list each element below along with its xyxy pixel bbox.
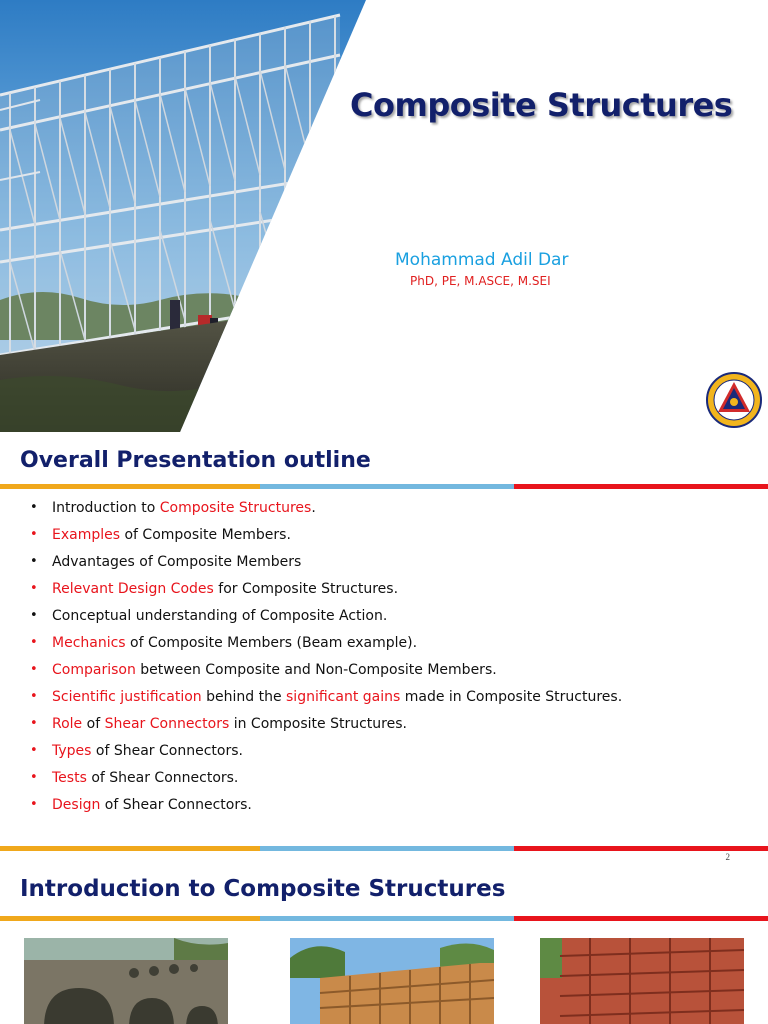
divider-gold: [0, 916, 260, 921]
highlighted-phrase: Role: [52, 716, 83, 732]
outline-item-text: [52, 527, 291, 543]
divider-blue: [260, 484, 514, 489]
bullet-icon: •: [30, 635, 38, 650]
outline-item: [30, 500, 622, 527]
bullet-icon: •: [30, 716, 38, 731]
phrase: of Composite Members.: [120, 527, 291, 543]
phrase: of Shear Connectors.: [91, 743, 243, 759]
slide-heading: Overall Presentation outline: [20, 448, 371, 473]
divider-red: [514, 846, 768, 851]
outline-item: [30, 581, 622, 608]
phrase: of Composite Members (Beam example).: [125, 635, 418, 651]
introduction-slide: [0, 866, 768, 1024]
outline-item-text: [52, 770, 238, 786]
outline-slide: [0, 436, 768, 866]
outline-item-text: [52, 581, 398, 597]
bullet-icon: •: [30, 608, 38, 623]
outline-item-text: [52, 662, 497, 678]
brick-stack-photo: [540, 938, 744, 1024]
phrase: between Composite and Non-Composite Members.: [135, 662, 497, 678]
bullet-icon: •: [30, 581, 38, 596]
modern-building-photo: [290, 938, 494, 1024]
outline-item: [30, 797, 622, 824]
divider-red: [514, 484, 768, 489]
outline-item: [30, 527, 622, 554]
phrase: .: [311, 500, 316, 516]
phrase: Introduction to: [52, 500, 160, 516]
highlighted-phrase: Composite Structures: [159, 500, 312, 516]
steel-frame-building-photo: [0, 0, 768, 432]
outline-item-text: [52, 554, 301, 570]
bullet-icon: •: [30, 689, 38, 704]
highlighted-phrase: Design: [52, 797, 101, 813]
title-slide: [0, 0, 768, 432]
highlighted-phrase: Tests: [52, 770, 87, 786]
page-number: 2: [725, 852, 730, 862]
author-name: Mohammad Adil Dar: [395, 250, 569, 270]
slide-heading: Introduction to Composite Structures: [20, 876, 506, 902]
tricolor-divider: [0, 484, 768, 489]
highlighted-phrase: Relevant Design Codes: [52, 581, 214, 597]
outline-item-text: [52, 608, 387, 624]
phrase: of Shear Connectors.: [100, 797, 252, 813]
divider-blue: [260, 846, 514, 851]
outline-item-text: [52, 716, 407, 732]
phrase: Conceptual understanding of Composite Action.: [52, 608, 388, 624]
outline-item-text: [52, 743, 243, 759]
divider-gold: [0, 846, 260, 851]
tricolor-divider: [0, 916, 768, 921]
outline-item: [30, 662, 622, 689]
highlighted-phrase: Comparison: [52, 662, 136, 678]
outline-item: [30, 635, 622, 662]
outline-item-text: [52, 500, 316, 516]
stone-arch-bridge-photo: [24, 938, 228, 1024]
outline-item-text: [52, 689, 622, 705]
highlighted-phrase: Scientific justification: [52, 689, 202, 705]
outline-list: [30, 500, 622, 824]
phrase: for Composite Structures.: [213, 581, 399, 597]
outline-item: [30, 608, 622, 635]
divider-blue: [260, 916, 514, 921]
outline-item: [30, 716, 622, 743]
bullet-icon: •: [30, 527, 38, 542]
highlighted-phrase: Types: [52, 743, 92, 759]
bullet-icon: •: [30, 743, 38, 758]
phrase: made in Composite Structures.: [400, 689, 623, 705]
phrase: of Shear Connectors.: [86, 770, 239, 786]
highlighted-phrase: Examples: [52, 527, 121, 543]
outline-item: [30, 770, 622, 797]
divider-red: [514, 916, 768, 921]
bullet-icon: •: [30, 554, 38, 569]
bullet-icon: •: [30, 770, 38, 785]
highlighted-phrase: Shear Connectors: [104, 716, 230, 732]
institute-logo: [706, 372, 762, 428]
highlighted-phrase: Mechanics: [52, 635, 126, 651]
phrase: of: [82, 716, 105, 732]
divider-gold: [0, 484, 260, 489]
presentation-title: Composite Structures: [350, 86, 733, 124]
phrase: Advantages of Composite Members: [52, 554, 302, 570]
highlighted-phrase: significant gains: [286, 689, 401, 705]
outline-item: [30, 554, 622, 581]
tricolor-divider-bottom: [0, 846, 768, 851]
outline-item: [30, 689, 622, 716]
outline-item-text: [52, 635, 417, 651]
author-credentials: PhD, PE, M.ASCE, M.SEI: [410, 274, 551, 288]
phrase: in Composite Structures.: [229, 716, 407, 732]
bullet-icon: •: [30, 662, 38, 677]
outline-item-text: [52, 797, 252, 813]
bullet-icon: •: [30, 797, 38, 812]
outline-item: [30, 743, 622, 770]
bullet-icon: •: [30, 500, 38, 515]
phrase: behind the: [201, 689, 287, 705]
